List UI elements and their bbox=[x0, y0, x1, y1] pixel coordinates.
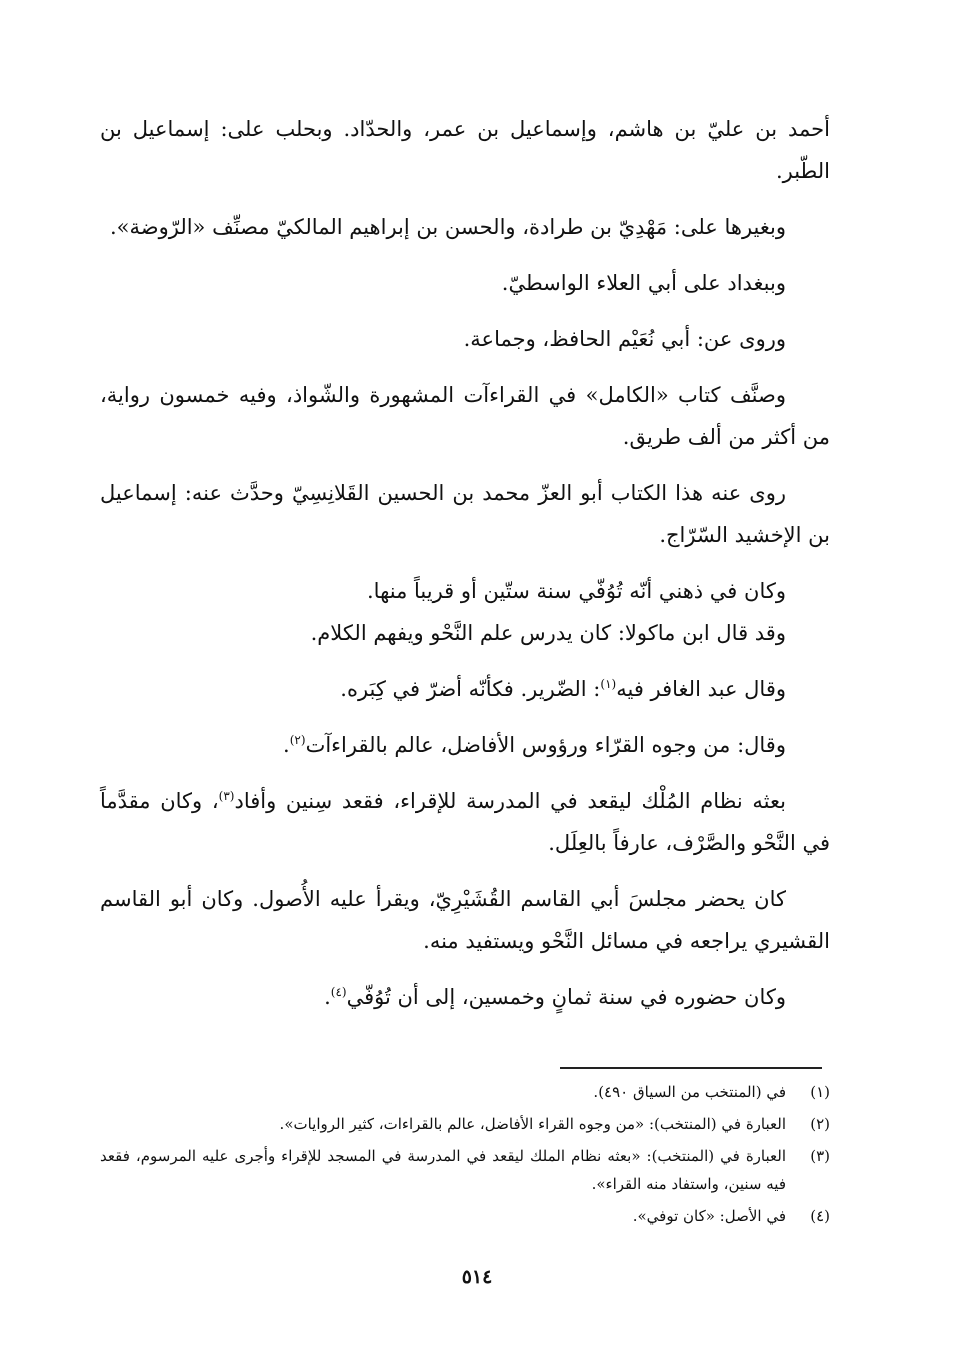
footnote-text: في الأصل: «كان توفي». bbox=[632, 1207, 786, 1225]
footnote-2 bbox=[100, 1110, 830, 1138]
paragraph-6: روى عنه هذا الكتاب أبو العزّ محمد بن الحسين القَلانِسِيّ وحدَّث عنه: إسماعيل بن الإخشيد السّرّاج. bbox=[100, 481, 830, 547]
paragraph-13: وكان حضوره في سنة ثمانٍ وخمسين، إلى أن تُوُفّي$^{(٤)}$. bbox=[324, 985, 786, 1009]
footnote-4 bbox=[100, 1202, 830, 1230]
paragraph-9: وقال عبد الغافر فيه$^{(١)}$: الضّرير. فكأنّه أضرّ في كِبَره. bbox=[340, 677, 786, 701]
footnote-divider bbox=[560, 1067, 822, 1069]
footnotes bbox=[100, 1078, 830, 1234]
paragraph-2: وبغيرها على: مَهْدِيّ بن طرادة، والحسن بن إبراهيم المالكيّ مصنِّف «الرّوضة». bbox=[109, 215, 786, 239]
footnote-number: (٤) bbox=[810, 1207, 830, 1225]
paragraph-3: وببغداد على أبي العلاء الواسطيّ. bbox=[501, 271, 786, 295]
footnote-ref-2: (٢) bbox=[289, 733, 306, 747]
page-number: ٥١٤ bbox=[461, 1266, 493, 1288]
footnote-number: (١) bbox=[810, 1083, 830, 1101]
footnote-number: (٢) bbox=[810, 1115, 830, 1133]
footnote-text: في (المنتخب من السياق ٤٩٠). bbox=[593, 1083, 786, 1101]
paragraph-7: وكان في ذهني أنّه تُوُفّي سنة ستّين أو قريباً منها. bbox=[367, 579, 786, 603]
paragraph-5: وصنَّف كتاب «الكامل» في القراءآت المشهورة والشّواذ، وفيه خمسون رواية، من أكثر من ألف طريق. bbox=[100, 383, 830, 449]
paragraph-10: وقال: من وجوه القرّاء ورؤوس الأفاضل، عالم بالقراءآت$^{(٢)}$. bbox=[283, 733, 786, 757]
footnote-1 bbox=[100, 1078, 830, 1106]
paragraph-11: بعثه نظام المُلْك ليقعد في المدرسة للإقراء، فقعد سِنين وأفاد$^{(٣)}$، وكان مقدَّماً في النَّحْو والصَّرْف، عارفاً بالعِلَل. bbox=[100, 789, 830, 855]
footnote-3 bbox=[100, 1142, 830, 1198]
footnote-ref-3: (٣) bbox=[218, 789, 235, 803]
footnote-text: العبارة في (المنتخب): «من وجوه القراء الأفاضل، عالم بالقراءات، كثير الروايات». bbox=[279, 1115, 786, 1133]
paragraph-4: وروى عن: أبي نُعَيْم الحافظ، وجماعة. bbox=[463, 327, 786, 351]
footnote-ref-4: (٤) bbox=[330, 985, 347, 999]
footnote-number: (٣) bbox=[810, 1147, 830, 1165]
paragraph-8: وقد قال ابن ماكولا: كان يدرس علم النَّحْو ويفهم الكلام. bbox=[310, 621, 786, 645]
footnote-text: العبارة في (المنتخب): «بعثه نظام الملك ليقعد في المدرسة في المسجد للإقراء وأجرى عليه المرسوم، فقعد فيه سنين، واستفاد منه القراء». bbox=[100, 1147, 786, 1193]
main-text bbox=[100, 108, 830, 1032]
footnote-ref-1: (١) bbox=[600, 677, 617, 691]
paragraph-1: أحمد بن عليّ بن هاشم، وإسماعيل بن عمر، والحدّاد. وبحلب على: إسماعيل بن الطّبر. bbox=[100, 117, 830, 183]
paragraph-12: كان يحضر مجلسَ أبي القاسم القُشَيْرِيّ، ويقرأ عليه الأُصول. وكان أبو القاسم القشيري يراجعه في مسائل النَّحْو ويستفيد منه. bbox=[100, 887, 830, 953]
